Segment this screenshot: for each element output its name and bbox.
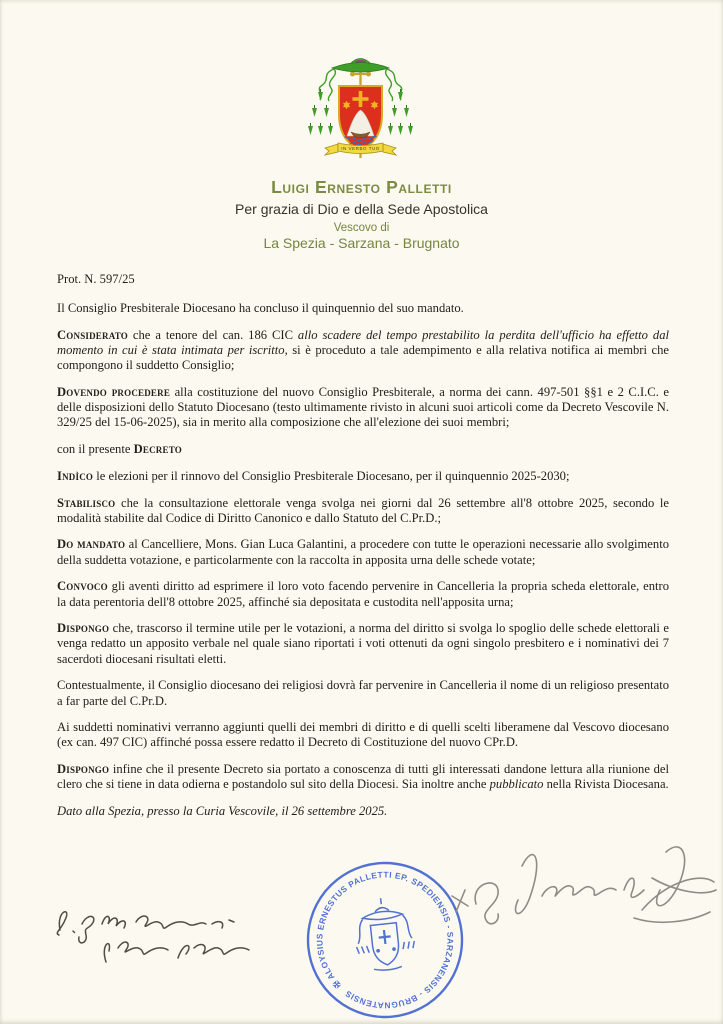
coat-of-arms-icon <box>308 48 413 164</box>
paragraph: Contestualmente, il Consiglio diocesano dei religiosi dovrà far pervenire in Cancelleria il nome di un religioso presentato a far parte del C.Pr.D. <box>57 678 669 708</box>
paragraph: Il Consiglio Presbiterale Diocesano ha concluso il quinquennio del suo mandato. <box>57 301 464 316</box>
paragraph: Stabilisco che la consultazione elettorale venga svolga nei giorni dal 26 settembre all'8 ottobre 2025, secondo le modalità stabilite dal Codice di Diritto Canonico e dallo Statuto del C.Pr.D.; <box>57 495 669 525</box>
paragraph: Dispongo che, trascorso il termine utile per le votazioni, a norma del diritto si svolga lo spoglio delle schede elettorali e venga redatto un apposito verbale nel quale siano riportati i voti ottenuti da ogni singolo presbitero e i nominativi dei 7 sacerdoti diocesani risultati eletti. <box>57 621 669 666</box>
letterhead <box>0 177 723 251</box>
shield-icon <box>339 86 387 150</box>
paragraph: Ai suddetti nominativi verranno aggiunti quelli dei membri di diritto e di quelli scelti liberamene dal Vescovo diocesano (ex can. 497 CIC) affinché possa essere redatto il Decreto di Costituzione del nuovo CPr.D. <box>57 720 669 750</box>
galero-icon <box>332 59 389 73</box>
grace-line: Per grazia di Dio e della Sede Apostolica <box>235 201 488 217</box>
document-body <box>57 272 669 831</box>
bishop-name: Luigi Ernesto Palletti <box>271 177 452 197</box>
paragraph: Dispongo infine che il presente Decreto sia portato a conoscenza di tutti gli interessati dandone lettura alla riunione del clero che si tiene in data odierna e postandolo sul sito della Diocesi. Sia inoltre anche pubblicato nella Rivista Diocesana. <box>57 762 669 792</box>
paragraph: Dato alla Spezia, presso la Curia Vescovile, il 26 settembre 2025. <box>57 804 388 819</box>
diocese-line: La Spezia - Sarzana - Brugnato <box>263 235 460 251</box>
stamp-ring-text: ✠ ALOYSIUS ERNESTUS PALLETTI EP. SPEDIENSIS - SARZANENSIS - BRUGNATENSIS <box>314 869 456 1011</box>
paragraph: Considerato che a tenore del can. 186 CIC allo scadere del tempo prestabilito la perdita dell'ufficio ha effetto dal momento in cui è stata intimata per iscritto, si è proceduto a tale adempimento e alla relativa notifica ai membri che compongono il suddetto Consiglio; <box>57 327 669 373</box>
motto-text: IN VERBO TUO <box>341 145 380 151</box>
paragraph: Do mandato al Cancelliere, Mons. Gian Luca Galantini, a procedere con tutte le operazioni necessarie allo svolgimento della suddetta votazione, e particolarmente con la raccolta in apposita urna delle schede votate; <box>57 537 669 567</box>
bishop-signature <box>438 834 721 938</box>
protocol-number: Prot. N. 597/25 <box>57 272 135 286</box>
paragraph: Indìco le elezioni per il rinnovo del Consiglio Presbiterale Diocesano, per il quinquennio 2025-2030; <box>57 468 570 483</box>
role-line: Vescovo di <box>333 222 390 234</box>
paragraph: con il presente Decreto <box>57 442 182 457</box>
paragraph: Convoco gli aventi diritto ad esprimere il loro voto facendo pervenire in Cancelleria la propria scheda elettorale, entro la data perentoria dell'8 ottobre 2025, affinché sia depositata e custodita nell'apposita urna; <box>57 579 669 609</box>
chancellor-signature <box>46 890 281 968</box>
paragraph: Dovendo procedere alla costituzione del nuovo Consiglio Presbiterale, a norma dei cann. 497-501 §§1 e 2 C.I.C. e delle disposizioni dello Statuto Diocesano (testo ultimamente rivisto in alcuni suoi articoli come da Decreto Vescovile N. 329/25 del 15-06-2025), sia in merito alla composizione che all'elezione dei suoi membri; <box>57 385 669 430</box>
stamp-crest-icon <box>352 895 417 973</box>
